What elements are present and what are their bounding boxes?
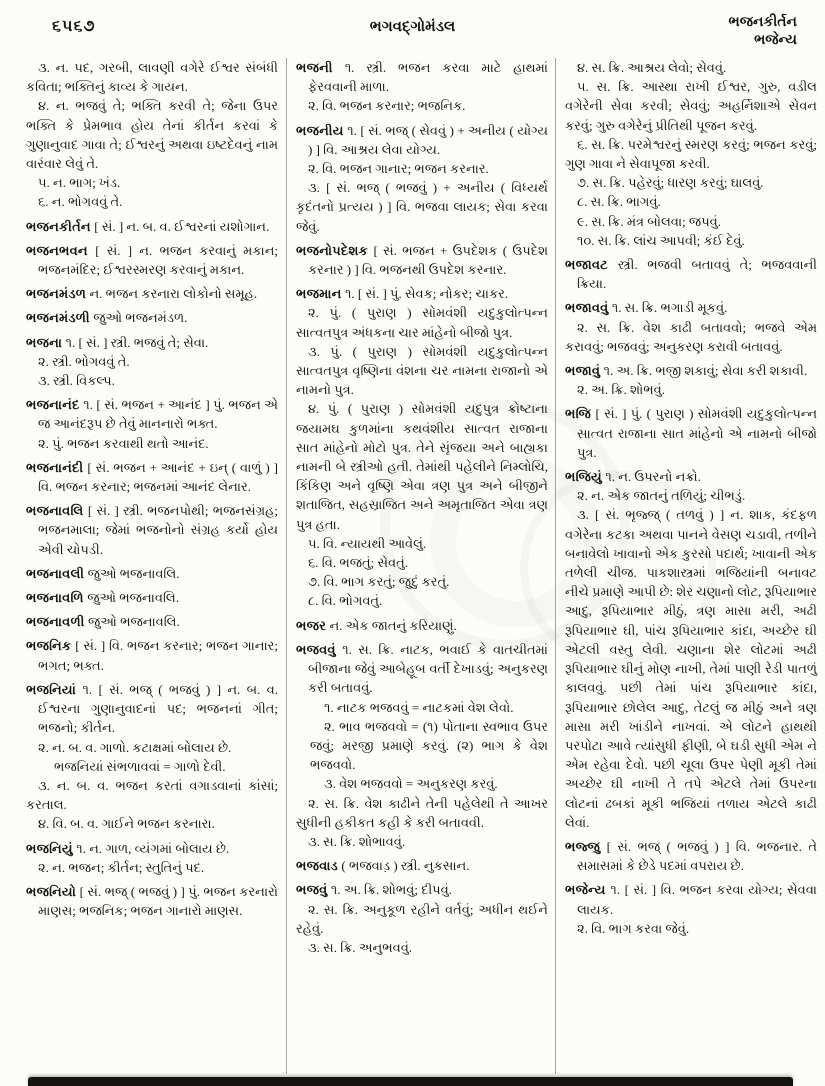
dictionary-entry: ભજનાવળી જુઓ ભજનાવલિ. (26, 614, 180, 630)
page-header (0, 14, 825, 58)
headword: ભજનમંડળ (26, 286, 90, 302)
entry-sense: ૨. ન. ભજન; કીર્તન; સ્તુતિનું પદ. (38, 859, 205, 875)
entry-sense: ૨. સ. ક્રિ. અનુકૂળ રહીને વર્તવું; અધીન થઈને રહેવું. (296, 901, 548, 936)
entry-sense: ૪. ન. ભજવું તે; ભક્તિ કરવી તે; જેના ઉપર ભક્તિ કે પ્રેમભાવ હોય તેનાં કીર્તન કરવાં કે ગુણાનુવાદ ગાવા તે; ઈશ્વરનું અથવા ઇષ્ટદેવનું નામ વારંવાર લેવું તે. (26, 98, 278, 172)
dictionary-entry: ભજનિયું ૧. ન. ગાળ, વ્યંગમાં બોલાય છે. (26, 840, 230, 856)
entry-sense: ૨. વિ. ભજન ગાનાર; ભજન કરનાર. (308, 161, 489, 177)
dictionary-entry: ભજિ [ સં. ] પું. ( પુરાણ ) સોમવંશી યદુકુલોત્પન્ન સાત્વત રાજાના સાત માંહેનો એ નામનો બીજો પુત્ર. (565, 406, 817, 460)
entry-sense: ૧૦. સ. ક્રિ. લાંચ આપવી; કંઈ દેવું. (577, 232, 745, 248)
entry-sense: ૩. ન. પદ, ગરબી, લાવણી વગેરે ઈશ્વર સંબંધી કવિતા; ભક્તિનું કાવ્ય કે ગાયન. (26, 60, 278, 95)
entry-sense: ૨. પું. ( પુરાણ ) સોમવંશી યદુકુલોત્પન્ન સાત્વતપુત્ર અંધકના ચાર માંહેનો બીજો પુત્ર. (296, 305, 548, 340)
headword: ભજનાનંદી (26, 459, 88, 475)
headword: ભજનીય (296, 122, 348, 138)
scan-bottom-edge-artifact (28, 1077, 793, 1086)
entry-sense: ૯. સ. ક્રિ. મંત્ર બોલવા; જપવું. (577, 213, 722, 229)
headword: ભજનભવન (26, 242, 96, 258)
dictionary-column-left (10, 58, 286, 1074)
entry-sense: ૩. વેશ ભજવવો = અનુકરણ કરવું. (324, 776, 498, 792)
entry-sense: ૮. વિ. ભોગવતું. (308, 593, 383, 609)
dictionary-entry: ભજવું ૧. અ. ક્રિ. શોભવું; દીપવું. (296, 882, 452, 898)
dictionary-entry: ભજનોપદેશક [ સં. ભજન + ઉપદેશક ( ઉપદેશ કરનાર ) ] વિ. ભજનથી ઉપદેશ કરનાર. (296, 242, 548, 278)
headword: ભજ્જુ (565, 838, 607, 854)
headword: ભજેન્ય (565, 882, 611, 898)
entry-sense: ૨. પું. ભજન કરવાથી થતો આનંદ. (38, 435, 209, 451)
dictionary-entry: ભજાવવું ૧. સ. ક્રિ. ભગાડી મૂકવું. (565, 300, 728, 316)
dictionary-entry: ભજનમંડળ ન. ભજન કરનારા લોકોનો સમૂહ. (26, 286, 258, 302)
dictionary-entry: ભજનીય ૧. [ સં. ભજ્ ( સેવવું ) + અનીય ( યોગ્ય ) ] વિ. આશ્રય લેવા યોગ્ય. (296, 122, 549, 157)
headword: ભજાવટ (565, 257, 618, 273)
dictionary-entry: ભજનભવન [ સં. ] ન. ભજન કરવાનું મકાન; ભજનમંદિર; ઈશ્વરસ્મરણ કરવાનું મકાન. (26, 242, 279, 278)
entry-sense: ૫. વિ. ન્યાયથી આવેલું. (308, 535, 427, 551)
dictionary-entry: ભજ્જુ [ સં. ભજ્ ( ભજવું ) ] વિ. ભજનાર. તે સમાસમાં કે છેડે પદમાં વપરાય છે. (565, 838, 817, 874)
dictionary-columns (10, 58, 819, 1074)
dictionary-entry: ભજર ન. એક જાતનું કરિયાણું. (296, 617, 457, 633)
entry-sense: ૨. ન. બ. વ. ગાળો. કટાક્ષમાં બોલાય છે. (38, 739, 232, 755)
entry-sense: ૨. અ. ક્રિ. શોભવું. (577, 382, 665, 398)
entry-sense: ૨. સ્ત્રી. ભોગવવું તે. (38, 353, 130, 369)
entry-sense: ૬. સ. ક્રિ. પરમેશ્વરનું સ્મરણ કરવું; ભજન કરવું; ગુણ ગાવા ને સેવાપૂજા કરવી. (565, 136, 817, 172)
headword: ભજર (296, 617, 330, 633)
entry-sense: ૪. પું. ( પુરાણ ) સોમવંશી યદુપુત્ર ક્રોષ્ટાના જયામઘ કુળમાંના કથવંશીય સાત્વત રાજાના સાત માંહેનો મોટો પુત્ર. તેને સૃંજયા અને બાહ્યકા નામની બે સ્ત્રીઓ હતી. તેમાંથી પહેલીને નિમ્લોચિ, કિંકિણ અને વૃષ્ણિ એવા ત્રણ પુત્ર અને બીજીને શતાજિત, સહસ્રાજિત અને અમૃતાજિત એવા ત્રણ પુત્ર હતા. (296, 401, 548, 532)
entry-sense: ૬. ન. ભોગવવું તે. (38, 194, 123, 210)
dictionary-entry: ભજનાવલી જુઓ ભજનાવલિ. (26, 565, 180, 581)
dictionary-entry: ભજનાનંદી [ સં. ભજન + આનંદ + ઇન્ ( વાળું ) ] વિ. ભજન કરનાર; ભજનમાં આનંદ લેનાર. (26, 459, 278, 495)
headword: ભજનકીર્તન (26, 218, 95, 234)
dictionary-entry: ભજનાવલિ [ સં. ] સ્ત્રી. ભજનપોથી; ભજનસંગ્રહ; ભજનમાલા; જેમાં ભજનોનો સંગ્રહ કર્યો હોય એવી ચોપડી. (26, 503, 278, 557)
headword: ભજાવવું (565, 300, 612, 316)
headword: ભજવાડ (296, 858, 342, 874)
headword: ભજિયું (565, 469, 606, 485)
entry-sense: ૨. ન. એક જાતનું તળિયું; ચીભડું. (577, 488, 746, 504)
book-title: ભગવદ્ગોમંડલ (369, 19, 456, 35)
headword: ભજનાવલિ (26, 503, 88, 519)
entry-sense: ૧. નાટક ભજવવું = નાટકમાં વેશ લેવો. (324, 699, 514, 715)
headword: ભજની (296, 60, 345, 75)
headword: ભજનિયું (26, 840, 77, 856)
headword: ભજનાવલી (26, 565, 88, 581)
entry-sense: ૨. વિ. ભાગ કરવા જેવું. (577, 920, 690, 936)
guide-word-last: ભજેન્ય (754, 33, 797, 48)
entry-sense: ૨. વિ. ભજન કરનાર; ભજનિક. (308, 98, 466, 114)
entry-sense: ૪. સ. ક્રિ. આશ્રય લેવો; સેવવું. (577, 60, 727, 75)
headword: ભજિ (565, 406, 596, 422)
dictionary-entry: ભજનિક [ સં. ] વિ. ભજન કરનાર; ભજન ગાનાર; ભગત; ભક્ત. (26, 638, 279, 673)
entry-sense: ૩. [ સં. ભજ્ ( ભજવું ) + અનીય ( વિધ્યર્થ કૃદંતનો પ્રત્યય ) ] વિ. ભજવા લાયક; સેવા કરવા જેવું. (296, 180, 548, 234)
dictionary-entry: ભજાવટ સ્ત્રી. ભજવી બતાવવું તે; ભજવવાની ક્રિયા. (565, 257, 817, 292)
entry-sense: ૩. સ. ક્રિ. શોભાવવું. (308, 833, 406, 849)
entry-sense: ૫. ન. ભાગ; ખંડ. (38, 175, 121, 191)
dictionary-entry: ભજનિયાં ૧. [ સં. ભજ્ ( ભજવું ) ] ન. બ. વ. ઈશ્વરના ગુણાનુવાદનાં પદ; ભજનનાં ગીત; ભજનો; કીર્તન. (26, 681, 279, 736)
dictionary-entry: ભજના ૧. [ સં. ] સ્ત્રી. ભજવું તે; સેવા. (26, 334, 209, 350)
headword: ભજાવું (565, 363, 604, 379)
dictionary-entry: ભજિયું ૧. ન. ઉપરનો નક્રો. (565, 469, 701, 485)
guide-words (729, 14, 797, 50)
entry-sense: ૭. વિ. ભાગ કરતું; જુદું કરતું. (308, 574, 450, 590)
entry-sense: ૮. સ. ક્રિ. ભાગવું. (577, 194, 661, 210)
entry-sense: ૨. સ. ક્રિ. વેશ કાઢીને તેની પહેલેથી તે આખર સુધીની હકીકત કહી કે કરી બતાવવી. (296, 795, 548, 830)
entry-sense: ૬. વિ. ભજતું; સેવતું. (308, 555, 408, 571)
dictionary-column-middle (286, 58, 555, 1074)
headword: ભજનિયો (26, 883, 80, 899)
entry-sense: ૩. [ સં. ભૃજ્જ્ ( તળવું ) ] ન. શાક, કંદફળ વગેરેના કટકા અથવા પાનને વેસણ ચડાવી, તળીને બનાવેલો ખાવાનો એક કુરસો પદાર્થ; ખાવાની એક તળેલી ચીજ. પાકશાસ્ત્રમાં ભજિયાંની બનાવટ નીચે પ્રમાણે આપી છે: શેર ચણાનો લોટ, રૂપિયાભાર આદુ, રૂપિયાભાર મીઠું, ત્રણ માસા મરી, અઢી રૂપિયાભાર ઘી, પાંચ રૂપિયાભાર કાંદા, અચ્છેર ઘી એટલી વસ્તુ લેવી. ચણાના શેર લોટમાં અઢી રૂપિયાભાર ઘીનું મોણ નાખી, તેમાં પાણી રેડી પાતળું કાલવવું. પછી તેમાં પાંચ રૂપિયાભાર કાંદા, રૂપિયાભાર છોલેલ આદુ, તેટલું જ મીઠું અને ત્રણ માસા મરી ખાંડીને નાખવાં. એ લોટને હાથથી પરપોટા આવે ત્યાંસુધી ફીણી, બે ઘડી સુધી એમ ને એમ રહેવા દેવો. પછી ચૂલા ઉપર પેણી મૂકી તેમાં અચ્છેર ઘી નાખી તે તપે એટલે તેમાં ઉપરના લોટનાં ઢબકાં મૂકી ભજિયાં તળાય એટલે કાઢી લેવાં. (565, 507, 817, 830)
dictionary-entry: ભજવાડ ( ભજવાડ઼ ) સ્ત્રી. નુકસાન. (296, 858, 470, 874)
headword: ભજનાવળી (26, 614, 88, 630)
headword: ભજમાન (296, 286, 345, 302)
entry-sense: ૨. ભાવ ભજવવો = (૧) પોતાના સ્વભાવ ઉપર જવું; મરજી પ્રમાણે કરવું. (૨) ભાગ કે વેશ ભજવવો. (310, 718, 548, 773)
entry-sense: ૨. સ. ક્રિ. વેશ કાઢી બતાવવો; ભજવે એમ કરાવવું; ભજવવું; અનુકરણ કરાવી બતાવવું. (565, 319, 817, 354)
dictionary-entry: ભજનમંડળી જુઓ ભજનમંડળ. (26, 310, 188, 326)
headword: ભજવવું (296, 641, 343, 657)
dictionary-entry: ભજનાનંદ ૧. [ સં. ભજન + આનંદ ] પું. ભજન એ જ આનંદરૂપ છે તેવું માનનારો ભક્ત. (26, 397, 278, 432)
entry-sense: ૫. સ. ક્રિ. આસ્થા રાખી ઈશ્વર, ગુરુ, વડીલ વગેરેની સેવા કરવી; સેવવું; અહર્નિશાએ સેવન કરવું; ગુરુ વગેરેનું પ્રીતિથી પૂજન કરવું. (565, 79, 817, 133)
page-number: ૬૫૬૭ (52, 18, 96, 35)
headword: ભજનિક (26, 638, 76, 654)
entry-sense: ૩. ન. બ. વ. ભજન કરતાં વગાડવાનાં કાંસાં; કરતાલ. (26, 777, 278, 813)
dictionary-entry: ભજમાન ૧. [ સં. ] પું. સેવક; નોકર; ચાકર. (296, 286, 509, 302)
headword: ભજનમંડળી (26, 310, 94, 326)
headword: ભજનાવળિ (26, 590, 88, 606)
dictionary-entry: ભજનિયો [ સં. ભજ્ ( ભજવું ) ] પું. ભજન કરનારો માણસ; ભજનિક; ભજન ગાનારો માણસ. (26, 883, 278, 919)
dictionary-entry: ભજેન્ય ૧. [ સં. ] વિ. ભજન કરવા યોગ્ય; સેવવા લાયક. (565, 882, 817, 917)
entry-sense: ૩. સ્ત્રી. વિકલ્પ. (38, 373, 115, 389)
dictionary-entry: ભજાવું ૧. અ. ક્રિ. ભજી શકાવું; સેવા કરી શકાવી. (565, 363, 808, 379)
dictionary-entry: ભજનકીર્તન [ સં. ] ન. બ. વ. ઈશ્વરનાં યશોગાન. (26, 218, 270, 234)
entry-sense: ૭. સ. ક્રિ. પહેરવું; ધારણ કરવું; ઘાલવું. (577, 175, 764, 191)
dictionary-entry: ભજવવું ૧. સ. ક્રિ. નાટક, ભવાઈ કે વાતચીતમાં બીજાના જેવું આબેહૂબ વર્તી દેખાડવું; અનુકરણ કરી બતાવવું. (296, 641, 548, 696)
entry-sense: ૩. સ. ક્રિ. અનુભવવું. (308, 939, 413, 955)
headword: ભજના (26, 334, 66, 350)
dictionary-column-right (555, 58, 819, 1074)
dictionary-entry: ભજનાવળિ જુઓ ભજનાવલિ. (26, 590, 179, 606)
guide-word-first: ભજનકીર્તન (728, 15, 797, 30)
headword: ભજનાનંદ (26, 397, 84, 413)
headword: ભજનિયાં (26, 681, 83, 697)
dictionary-entry: ભજની ૧. સ્ત્રી. ભજન કરવા માટે હાથમાં ફેરવવાની માળા. (296, 60, 548, 95)
entry-sense: ૩. પું. ( પુરાણ ) સોમવંશી યદુકુલોત્પન્ન સાત્વતપુત્ર વૃષ્ણિના વંશના ચર નામના રાજાનો એ નામનો પુત્ર. (296, 343, 548, 398)
headword: ભજનોપદેશક (296, 242, 374, 258)
headword: ભજવું (296, 882, 331, 898)
entry-sense: ભજનિયાં સંભળાવવાં = ગાળો દેવી. (54, 758, 226, 774)
entry-sense: ૪. વિ. બ. વ. ગાઈને ભજન કરનારા. (38, 816, 215, 832)
